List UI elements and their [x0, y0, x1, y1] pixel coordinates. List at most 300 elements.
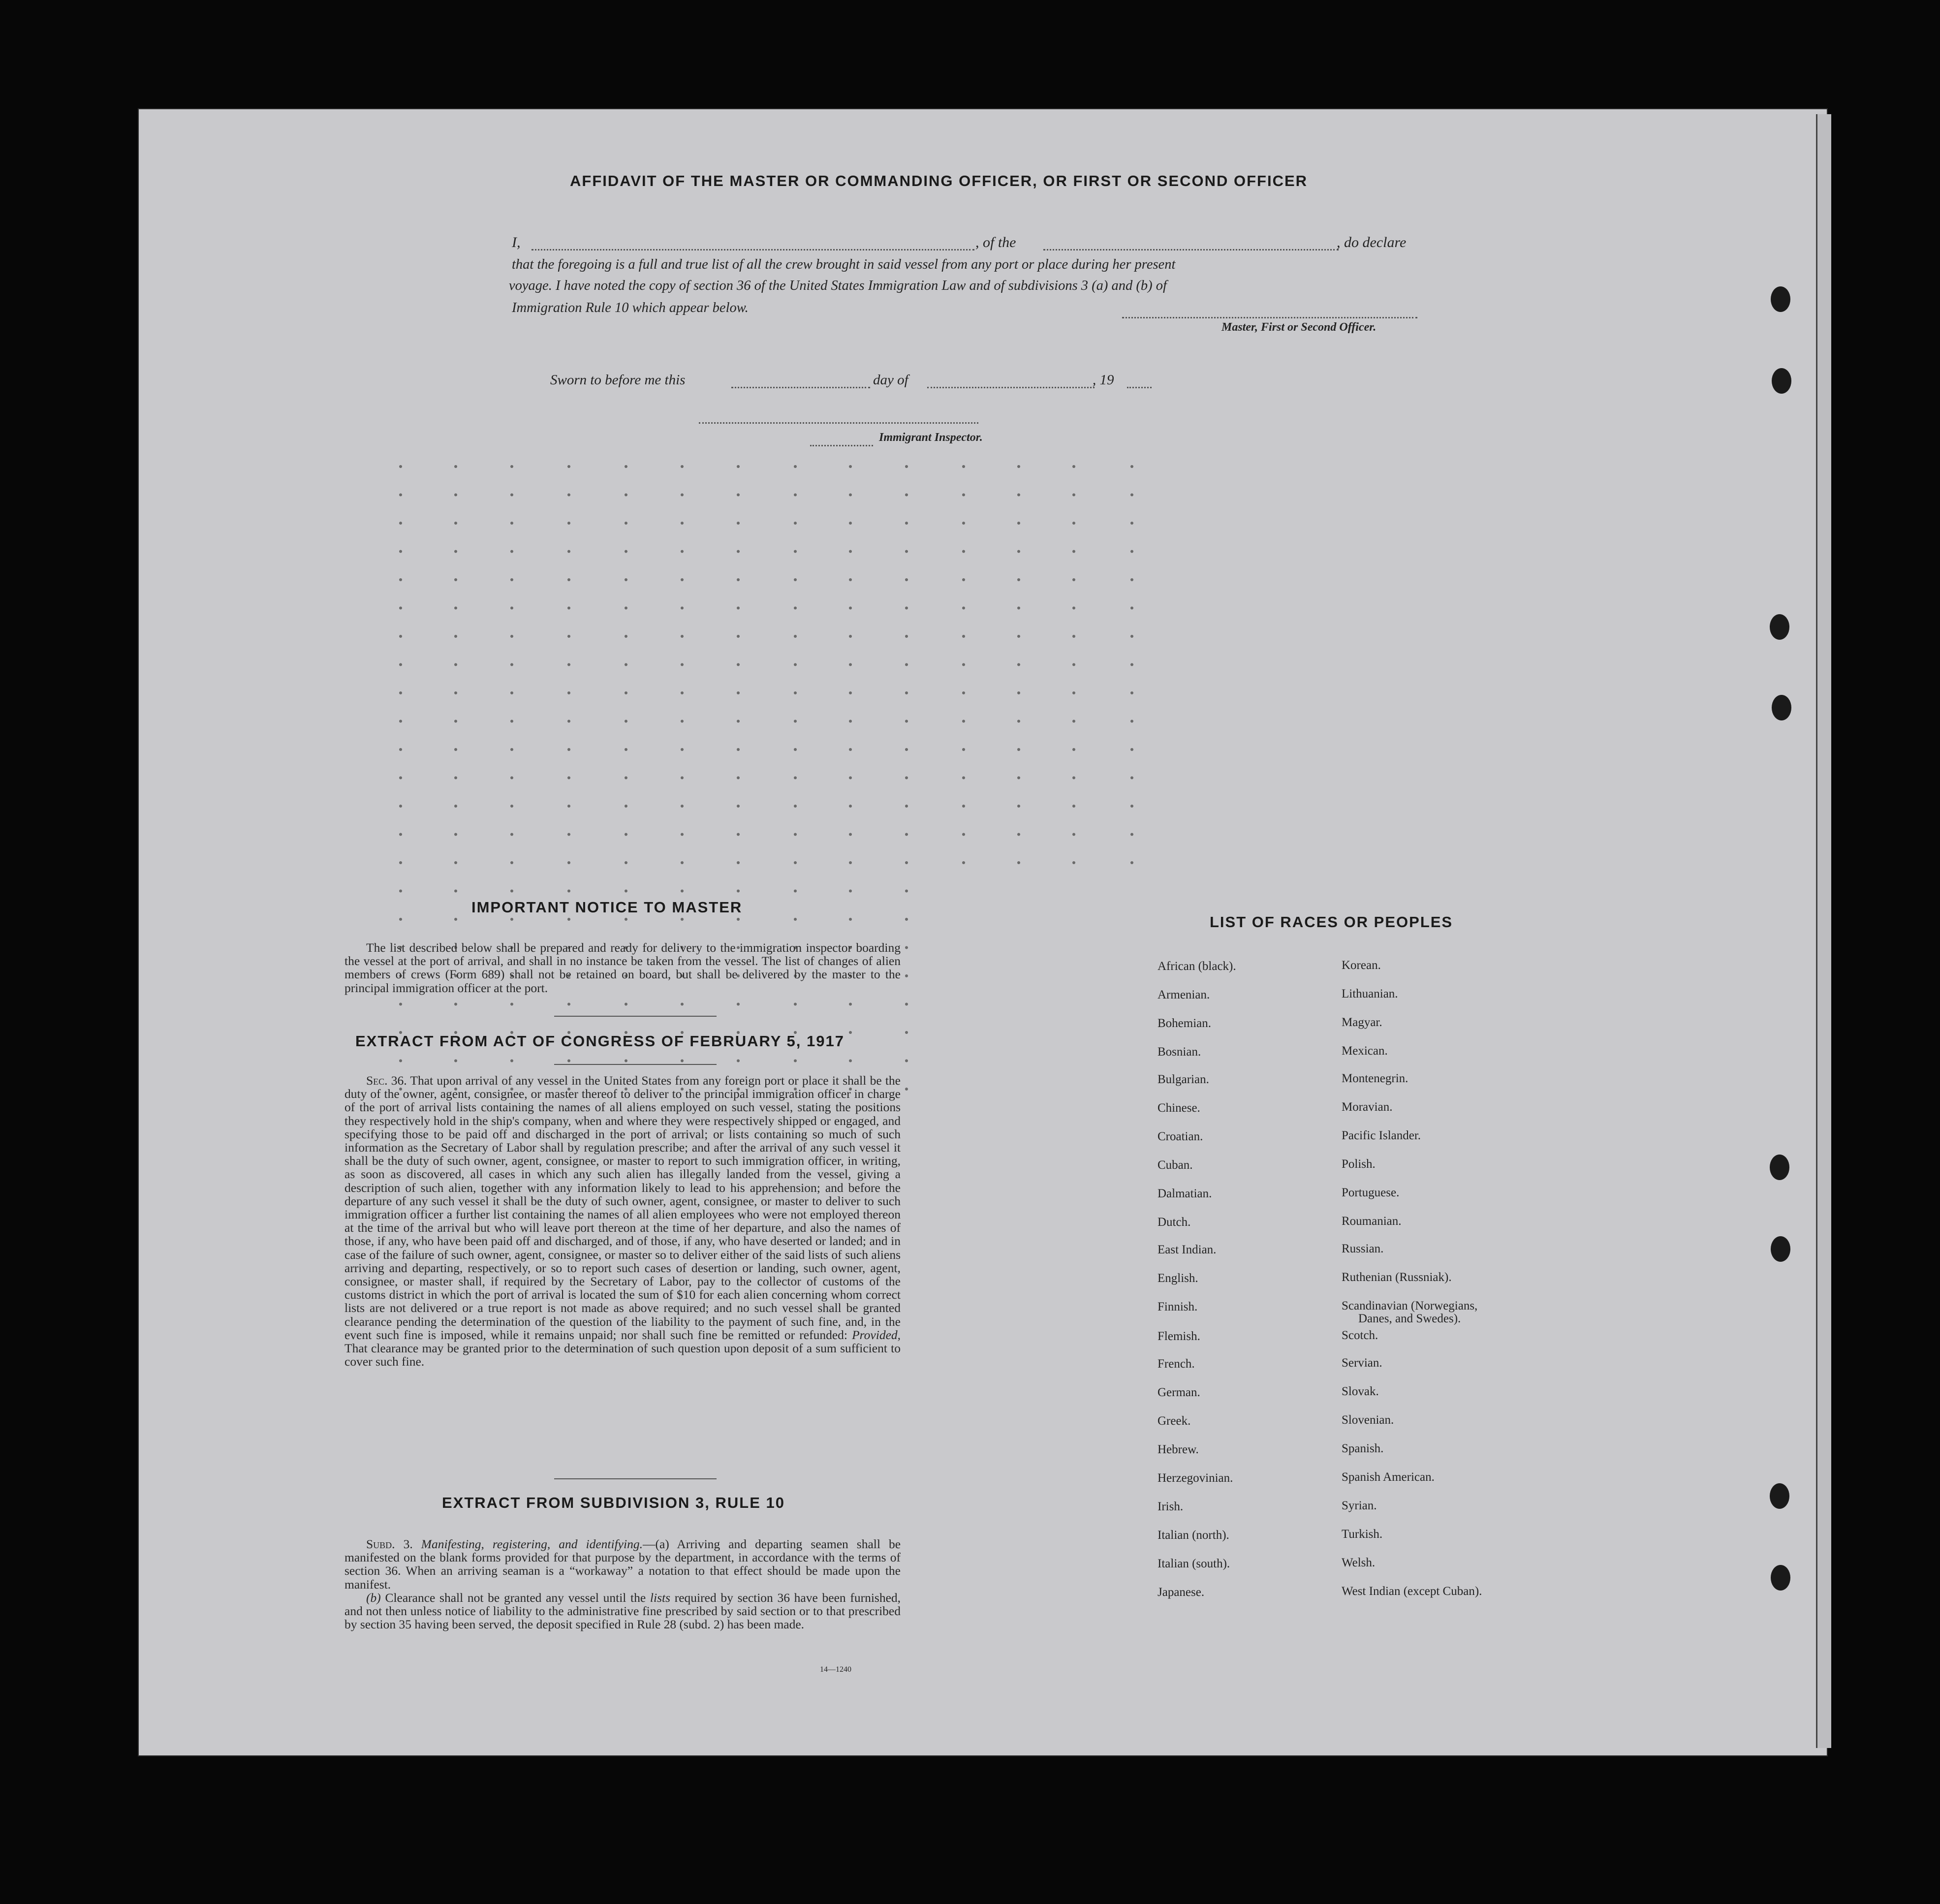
bleed-dot [567, 522, 570, 525]
notice-title: IMPORTANT NOTICE TO MASTER [471, 899, 743, 916]
race-item: Italian (south). [1158, 1557, 1230, 1570]
inspector-signature-line[interactable] [699, 422, 978, 424]
bleed-dot [510, 1060, 513, 1062]
bleed-dot [1072, 833, 1075, 836]
bleed-dot [454, 918, 457, 921]
bleed-dot [737, 918, 740, 921]
subdivision-heading: Manifesting, registering, and identifying. [421, 1537, 643, 1551]
bleed-dot [625, 465, 627, 468]
sworn-year-blank[interactable] [1127, 387, 1152, 388]
race-item: Danes, and Swedes). [1358, 1312, 1461, 1325]
bleed-dot [681, 720, 684, 723]
rule-extract-title: EXTRACT FROM SUBDIVISION 3, RULE 10 [442, 1494, 785, 1511]
bleed-dot [681, 833, 684, 836]
bleed-dot [454, 691, 457, 694]
bleed-dot [905, 720, 908, 723]
bleed-dot [849, 1031, 852, 1034]
race-item: African (black). [1158, 960, 1236, 973]
bleed-dot [510, 522, 513, 525]
bleed-dot [510, 578, 513, 581]
bleed-dot [1130, 465, 1133, 468]
divider-rule [554, 1064, 717, 1065]
bleed-dot [849, 635, 852, 638]
race-item: Portuguese. [1342, 1186, 1400, 1199]
bleed-dot [1130, 720, 1133, 723]
bleed-dot [737, 494, 740, 497]
bleed-dot [399, 635, 402, 638]
bleed-dot [905, 861, 908, 864]
officer-signature-line[interactable] [1122, 317, 1417, 318]
bleed-dot [905, 974, 908, 977]
bleed-dot [905, 1031, 908, 1034]
bleed-dot [399, 777, 402, 780]
race-item: English. [1158, 1272, 1198, 1285]
race-item: German. [1158, 1386, 1200, 1399]
subdivision-b-text-2: required by section 36 have been furnished, and not then unless notice of liability to the administrative fine prescribed by said section or to that prescribed by section 35 having been served, the deposit specified in Rule 28 (subd. 2) has been made. [344, 1590, 901, 1632]
bleed-dot [849, 777, 852, 780]
bleed-dot [510, 663, 513, 666]
race-item: French. [1158, 1357, 1195, 1371]
races-title: LIST OF RACES OR PEOPLES [1210, 913, 1453, 931]
bleed-dot [399, 805, 402, 808]
bleed-dot [454, 635, 457, 638]
bleed-dot [905, 1003, 908, 1006]
bleed-dot [905, 918, 908, 921]
race-item: Spanish American. [1342, 1470, 1435, 1484]
bleed-dot [1017, 777, 1020, 780]
bleed-dot [962, 748, 965, 751]
bleed-dot [567, 777, 570, 780]
bleed-dot [1072, 494, 1075, 497]
bleed-dot [737, 465, 740, 468]
bleed-dot [737, 691, 740, 694]
notice-text: The list described below shall be prepared and ready for delivery to the immigration inspector boarding the vessel at the port of arrival, and shall in no instance be taken from the vessel. The list of changes of alien members of crews (Form 689) shall not be retained on board, but shall be delivered by the master to the principal immigration officer at the port. [344, 940, 901, 995]
bleed-dot [849, 578, 852, 581]
bleed-dot [399, 861, 402, 864]
race-item: Polish. [1342, 1157, 1376, 1171]
bleed-dot [794, 720, 797, 723]
of-the-text: , of the [975, 234, 1016, 250]
race-item: Chinese. [1158, 1101, 1200, 1115]
bleed-dot [510, 494, 513, 497]
bleed-dot [849, 663, 852, 666]
bleed-dot [794, 494, 797, 497]
bleed-dot [1130, 833, 1133, 836]
bleed-dot [1017, 635, 1020, 638]
bleed-dot [567, 918, 570, 921]
bleed-dot [625, 635, 627, 638]
bleed-dot [1130, 550, 1133, 553]
bleed-dot [567, 578, 570, 581]
bleed-dot [625, 861, 627, 864]
race-item: Moravian. [1342, 1100, 1393, 1114]
bleed-dot [681, 550, 684, 553]
bleed-dot [1017, 607, 1020, 610]
officer-signature-label: Master, First or Second Officer. [1221, 321, 1377, 334]
bleed-dot [794, 607, 797, 610]
subdivision-3-text [344, 1537, 901, 1631]
bleed-dot [399, 663, 402, 666]
race-item: Pacific Islander. [1342, 1129, 1421, 1142]
bleed-dot [454, 550, 457, 553]
bleed-dot [905, 777, 908, 780]
affidavit-pronoun: I, [512, 234, 521, 250]
race-item: Finnish. [1158, 1300, 1198, 1313]
bleed-dot [962, 777, 965, 780]
bleed-dot [1017, 550, 1020, 553]
bleed-dot [454, 861, 457, 864]
bleed-dot [681, 890, 684, 893]
lists-word: lists [650, 1590, 671, 1605]
bleed-dot [567, 607, 570, 610]
bleed-dot [794, 805, 797, 808]
bleed-dot [625, 607, 627, 610]
bleed-dot [737, 635, 740, 638]
bleed-dot [737, 777, 740, 780]
bleed-dot [849, 1003, 852, 1006]
bleed-dot [454, 522, 457, 525]
bleed-dot [567, 748, 570, 751]
bleed-dot [510, 833, 513, 836]
bleed-dot [1017, 833, 1020, 836]
bleed-dot [510, 635, 513, 638]
bleed-dot [1017, 465, 1020, 468]
bleed-dot [625, 578, 627, 581]
bleed-dot [1072, 748, 1075, 751]
bleed-dot [794, 1003, 797, 1006]
subdivision-b-text-1: Clearance shall not be granted any vessel until the [385, 1590, 646, 1605]
bleed-dot [1017, 805, 1020, 808]
race-item: Slovenian. [1342, 1413, 1394, 1427]
bleed-dot [794, 748, 797, 751]
bleed-dot [905, 465, 908, 468]
bleed-dot [1130, 607, 1133, 610]
sworn-month-blank[interactable] [927, 387, 1095, 388]
bleed-dot [510, 1003, 513, 1006]
bleed-dot [510, 861, 513, 864]
bleed-dot [399, 720, 402, 723]
race-item: West Indian (except Cuban). [1342, 1585, 1482, 1598]
bleed-dot [625, 890, 627, 893]
bleed-dot [625, 522, 627, 525]
bleed-dot [454, 777, 457, 780]
bleed-dot [681, 635, 684, 638]
bleed-dot [567, 861, 570, 864]
bleed-dot [962, 663, 965, 666]
bleed-dot [567, 691, 570, 694]
bleed-dot [510, 691, 513, 694]
provided-word: Provided, [852, 1327, 901, 1342]
bleed-dot [849, 607, 852, 610]
bleed-dot [1130, 494, 1133, 497]
race-item: Slovak. [1342, 1385, 1379, 1398]
section-body-end: That clearance may be granted prior to the determination of such question upon deposit of a sum sufficient to cover such fine. [344, 1341, 901, 1369]
bleed-dot [794, 522, 797, 525]
subdivision-label: Subd. 3. [366, 1537, 413, 1551]
bleed-dot [737, 720, 740, 723]
bleed-dot [567, 1060, 570, 1062]
race-item: Irish. [1158, 1500, 1184, 1513]
bleed-dot [625, 833, 627, 836]
bleed-dot [905, 946, 908, 949]
bleed-dot [681, 918, 684, 921]
race-item: Ruthenian (Russniak). [1342, 1271, 1452, 1284]
race-item: Mexican. [1342, 1044, 1388, 1058]
bleed-dot [625, 777, 627, 780]
bleed-dot [737, 1060, 740, 1062]
race-item: Armenian. [1158, 988, 1210, 1001]
bleed-dot [1130, 748, 1133, 751]
race-item: Herzegovinian. [1158, 1471, 1233, 1485]
bleed-dot [567, 805, 570, 808]
bleed-dot [1072, 522, 1075, 525]
bleed-dot [849, 522, 852, 525]
bleed-dot [1130, 522, 1133, 525]
bleed-dot [794, 890, 797, 893]
vessel-blank-line[interactable] [1043, 249, 1339, 250]
bleed-dot [905, 522, 908, 525]
bleed-dot [1130, 663, 1133, 666]
bleed-dot [905, 691, 908, 694]
bleed-dot [849, 1060, 852, 1062]
race-item: Spanish. [1342, 1442, 1384, 1455]
bleed-dot [737, 890, 740, 893]
race-item: Flemish. [1158, 1330, 1200, 1343]
bleed-dot [399, 691, 402, 694]
bleed-dot [567, 890, 570, 893]
bleed-dot [567, 833, 570, 836]
bleed-dot [962, 494, 965, 497]
bleed-dot [1130, 578, 1133, 581]
bleed-dot [510, 465, 513, 468]
bleed-dot [962, 720, 965, 723]
divider-rule [554, 1478, 717, 1479]
bleed-dot [737, 861, 740, 864]
subdivision-a-text: —(a) Arriving and departing seamen shall be manifested on the blank forms provided for that purpose by the department, in accordance with the terms of section 36. When an arriving seaman is a “workaway” a notation to that effect should be made upon the manifest. [344, 1537, 901, 1592]
bleed-dot [567, 465, 570, 468]
bleed-dot [737, 663, 740, 666]
bleed-dot [849, 890, 852, 893]
bleed-dot [794, 578, 797, 581]
bleed-dot [905, 833, 908, 836]
bleed-dot [1017, 663, 1020, 666]
bleed-dot [399, 550, 402, 553]
bleed-dot [625, 663, 627, 666]
bleed-dot [399, 833, 402, 836]
bleed-dot [681, 748, 684, 751]
bleed-dot [1072, 635, 1075, 638]
bleed-dot [1072, 720, 1075, 723]
sworn-day-blank[interactable] [731, 387, 870, 388]
race-item: Italian (north). [1158, 1529, 1229, 1542]
bleed-dot [1072, 578, 1075, 581]
race-item: Greek. [1158, 1414, 1191, 1428]
bleed-dot [1130, 777, 1133, 780]
bleed-dot [905, 663, 908, 666]
race-item: Cuban. [1158, 1158, 1193, 1172]
bleed-dot [849, 805, 852, 808]
bleed-dot [510, 918, 513, 921]
bleed-dot [681, 494, 684, 497]
bleed-dot [681, 805, 684, 808]
bleed-dot [1072, 691, 1075, 694]
bleed-dot [510, 550, 513, 553]
affidavit-body-line-1: that the foregoing is a full and true list of all the crew brought in said vessel from any port or place during her present [512, 257, 1176, 272]
bleed-dot [849, 918, 852, 921]
bleed-dot [510, 607, 513, 610]
section-label: Sec. 36. [366, 1073, 407, 1088]
bleed-dot [1017, 748, 1020, 751]
race-item: Bulgarian. [1158, 1073, 1209, 1086]
bleed-dot [454, 663, 457, 666]
bleed-dot [962, 635, 965, 638]
bleed-dot [454, 720, 457, 723]
act-extract-title: EXTRACT FROM ACT OF CONGRESS OF FEBRUARY 5, 1917 [355, 1032, 845, 1050]
bleed-dot [794, 777, 797, 780]
bleed-dot [510, 805, 513, 808]
affidavit-body-line-3: Immigration Rule 10 which appear below. [512, 300, 749, 315]
bleed-dot [905, 607, 908, 610]
race-item: Dalmatian. [1158, 1187, 1212, 1200]
bleed-dot [794, 833, 797, 836]
race-item: Korean. [1342, 959, 1381, 972]
bleed-dot [1017, 861, 1020, 864]
bleed-dot [567, 494, 570, 497]
bleed-dot [681, 1060, 684, 1062]
race-item: Hebrew. [1158, 1443, 1199, 1456]
bleed-dot [454, 494, 457, 497]
bleed-dot [1130, 691, 1133, 694]
bleed-dot [962, 861, 965, 864]
bleed-dot [625, 918, 627, 921]
race-item: Japanese. [1158, 1586, 1205, 1599]
bleed-dot [962, 691, 965, 694]
bleed-dot [737, 833, 740, 836]
form-number: 14—1240 [820, 1665, 851, 1674]
bleed-dot [962, 607, 965, 610]
bleed-dot [681, 522, 684, 525]
bleed-dot [905, 494, 908, 497]
bleed-dot [1130, 805, 1133, 808]
bleed-dot [567, 663, 570, 666]
bleed-dot [1072, 550, 1075, 553]
bleed-dot [567, 550, 570, 553]
bleed-dot [454, 1060, 457, 1062]
bleed-dot [905, 1060, 908, 1062]
bleed-dot [625, 550, 627, 553]
bleed-dot [849, 748, 852, 751]
race-item: Welsh. [1342, 1556, 1376, 1569]
bleed-dot [849, 550, 852, 553]
bleed-dot [962, 522, 965, 525]
sworn-text: Sworn to before me this [550, 372, 686, 388]
bleed-dot [849, 691, 852, 694]
bleed-dot [1130, 635, 1133, 638]
race-item: East Indian. [1158, 1243, 1217, 1256]
affidavit-body-line-2: voyage. I have noted the copy of section 36 of the United States Immigration Law and of subdivisions 3 (a) and (b) of [509, 278, 1167, 293]
bleed-dot [1017, 720, 1020, 723]
bleed-dot [794, 1060, 797, 1062]
race-item: Turkish. [1342, 1528, 1383, 1541]
day-of-text: day of [873, 372, 908, 388]
bleed-dot [905, 578, 908, 581]
bleed-dot [962, 465, 965, 468]
race-item: Lithuanian. [1342, 987, 1398, 1000]
bleed-dot [399, 494, 402, 497]
bleed-dot [1017, 494, 1020, 497]
bleed-dot [1072, 861, 1075, 864]
bleed-dot [905, 805, 908, 808]
bleed-dot [567, 635, 570, 638]
race-item: Scotch. [1342, 1329, 1378, 1342]
bleed-dot [737, 1003, 740, 1006]
bleed-dot [399, 748, 402, 751]
bleed-dot [625, 720, 627, 723]
race-item: Magyar. [1342, 1016, 1382, 1029]
bleed-dot [681, 663, 684, 666]
bleed-dot [1017, 578, 1020, 581]
inspector-label-leader [810, 445, 873, 446]
bleed-dot [737, 578, 740, 581]
race-item: Bohemian. [1158, 1017, 1212, 1030]
section-36-text [344, 1074, 901, 1368]
bleed-dot [681, 607, 684, 610]
bleed-dot [794, 663, 797, 666]
bleed-dot [681, 861, 684, 864]
bleed-dot [454, 748, 457, 751]
bleed-dot [962, 805, 965, 808]
bleed-dot [454, 578, 457, 581]
bleed-dot [849, 494, 852, 497]
bleed-dot [681, 465, 684, 468]
bleed-dot [567, 720, 570, 723]
bleed-dot [905, 550, 908, 553]
bleed-dot [510, 748, 513, 751]
bleed-dot [849, 833, 852, 836]
bleed-dot [625, 1003, 627, 1006]
bleed-dot [399, 1060, 402, 1062]
bleed-dot [510, 777, 513, 780]
affidavit-title: AFFIDAVIT OF THE MASTER OR COMMANDING OFFICER, OR FIRST OR SECOND OFFICER [570, 172, 1308, 189]
bleed-dot [905, 890, 908, 893]
bleed-dot [794, 691, 797, 694]
year-prefix-text: , 19 [1093, 372, 1114, 388]
race-item: Roumanian. [1342, 1215, 1402, 1228]
bleed-dot [905, 748, 908, 751]
bleed-dot [905, 635, 908, 638]
bleed-dot [1072, 663, 1075, 666]
bleed-dot [849, 720, 852, 723]
bleed-dot [454, 805, 457, 808]
bleed-dot [1017, 691, 1020, 694]
bleed-dot [625, 691, 627, 694]
bleed-dot [1072, 805, 1075, 808]
bleed-dot [625, 1060, 627, 1062]
bleed-dot [399, 890, 402, 893]
bleed-dot [399, 1003, 402, 1006]
race-item: Servian. [1342, 1356, 1382, 1370]
bleed-dot [1072, 777, 1075, 780]
bleed-dot [681, 1003, 684, 1006]
bleed-dot [737, 550, 740, 553]
name-blank-line[interactable] [532, 249, 974, 250]
bleed-dot [681, 578, 684, 581]
bleed-dot [454, 607, 457, 610]
bleed-dot [399, 522, 402, 525]
bleed-dot [849, 465, 852, 468]
bleed-dot [399, 578, 402, 581]
bleed-dot [737, 748, 740, 751]
